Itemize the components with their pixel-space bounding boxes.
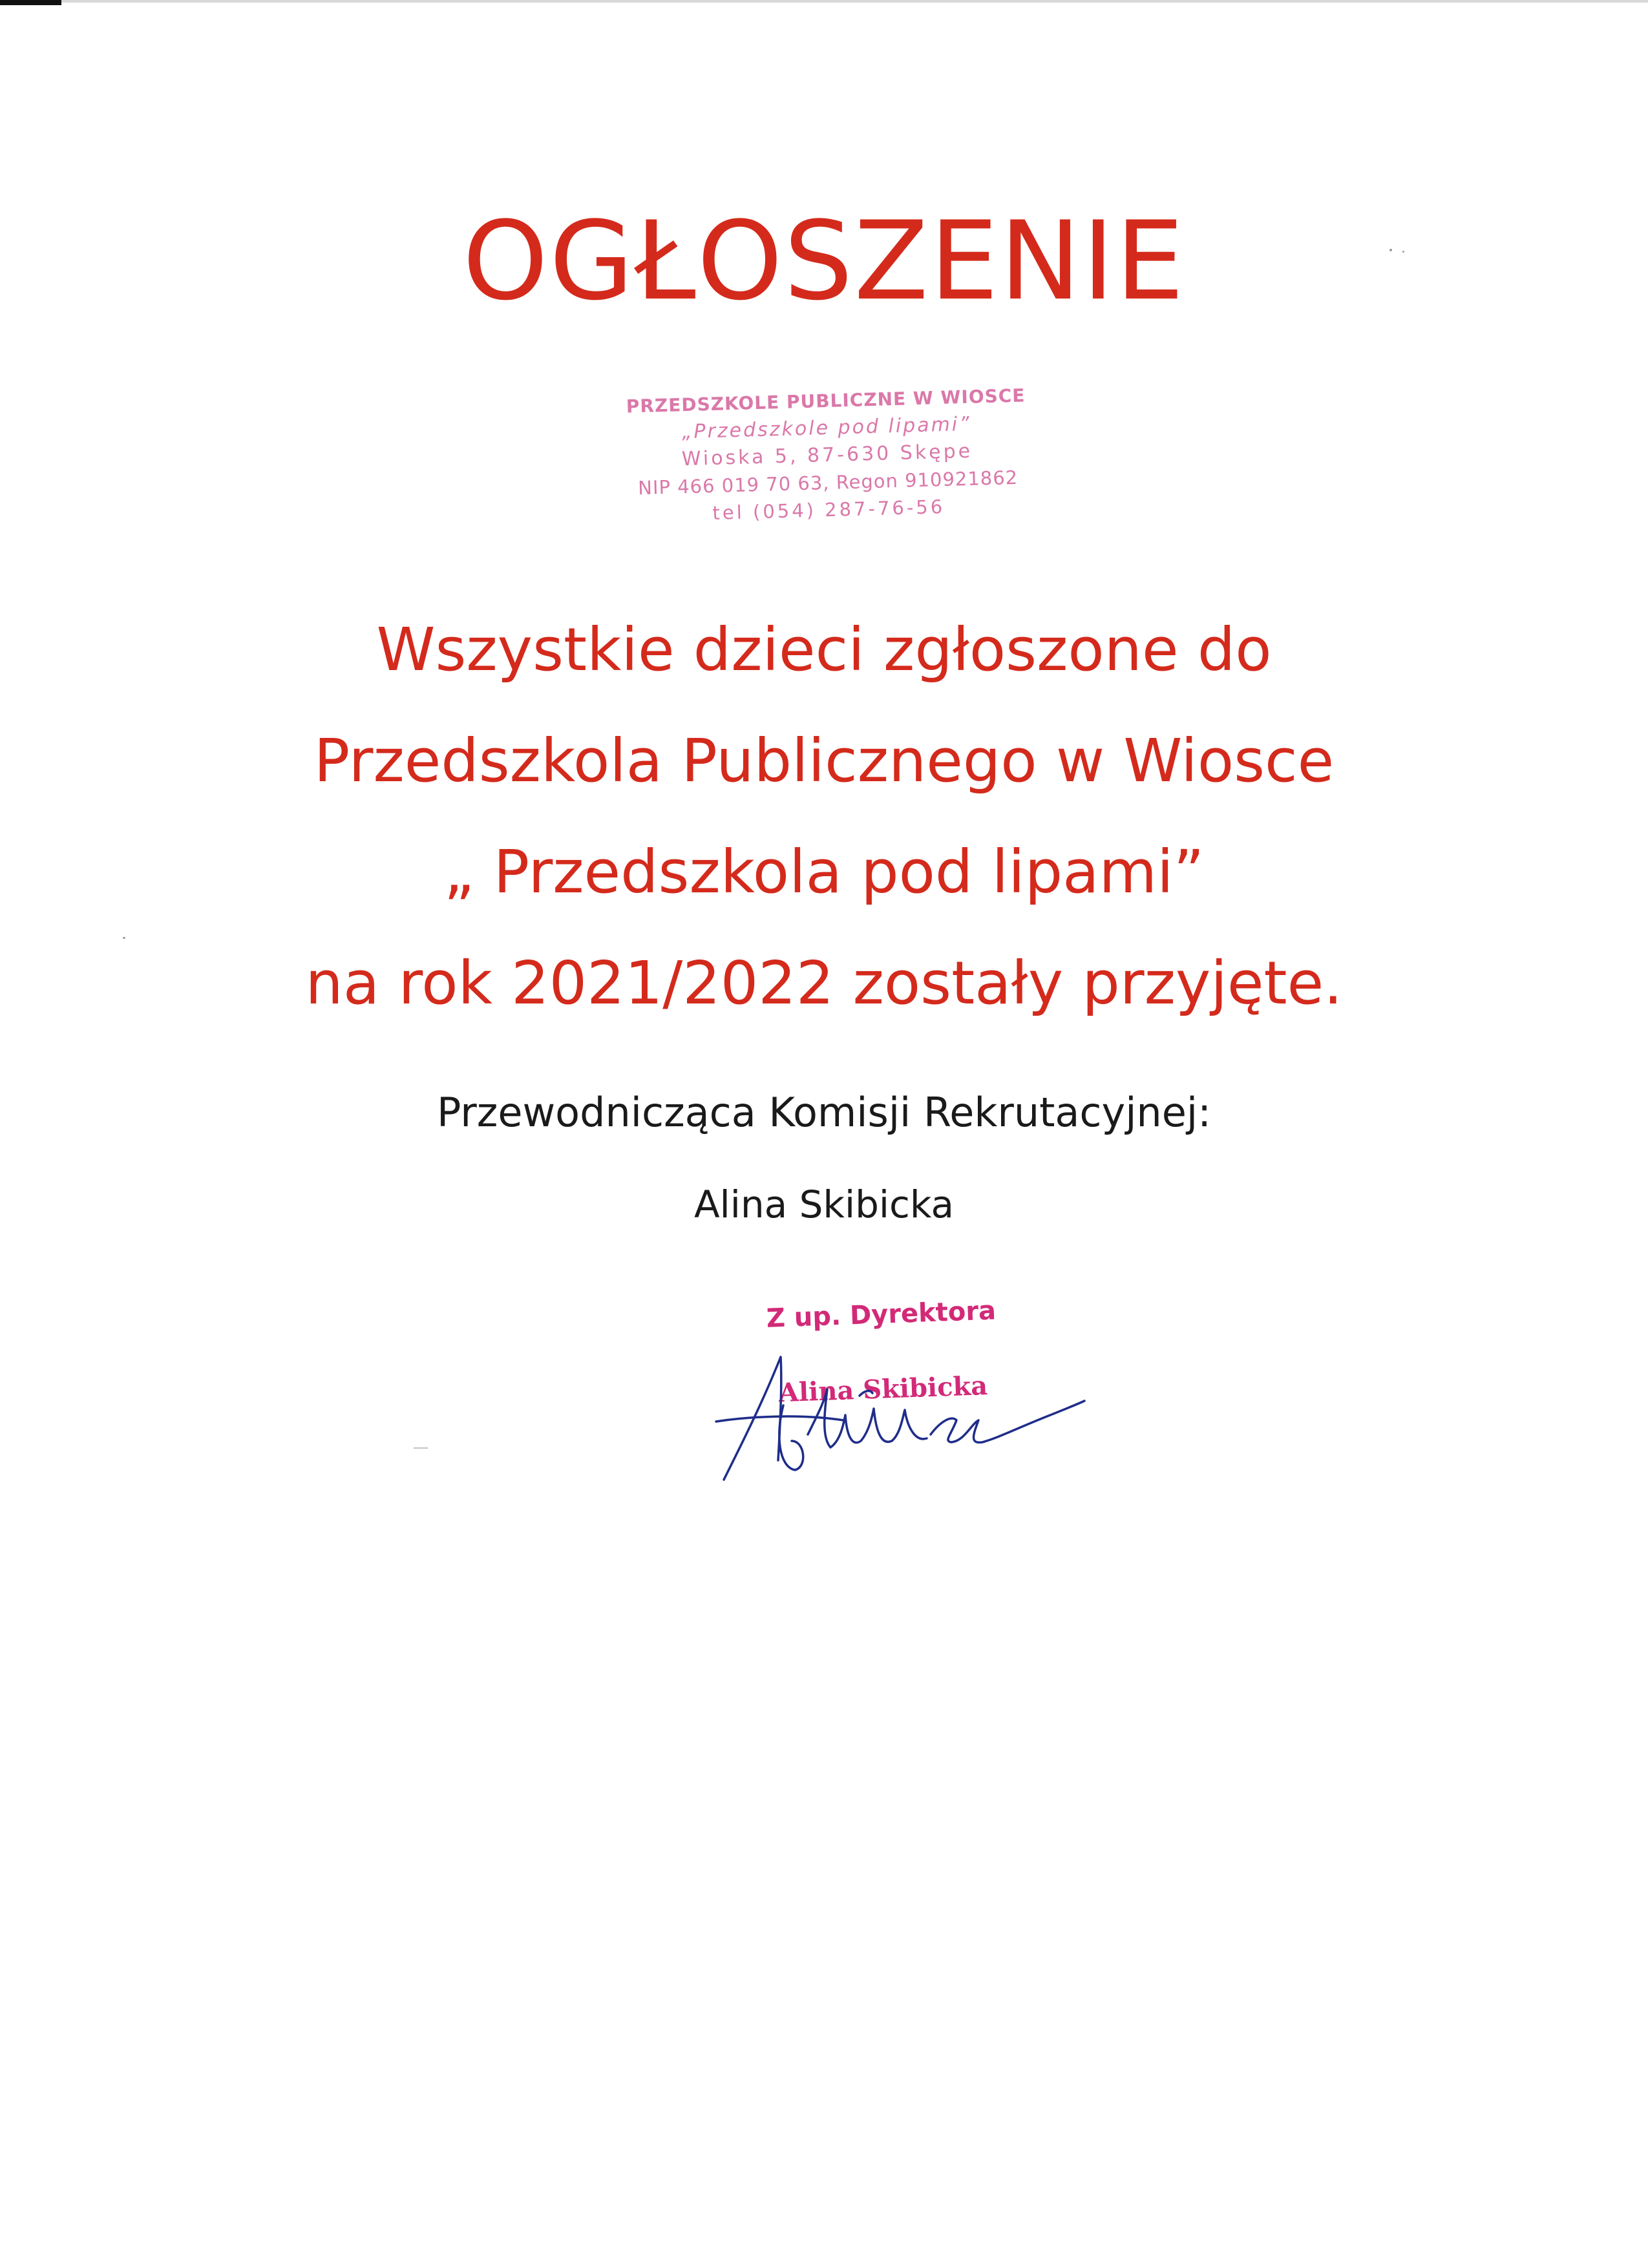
body-line: Przedszkola Publicznego w Wiosce <box>313 726 1335 795</box>
body-line: Wszystkie dzieci zgłoszone do <box>376 615 1272 684</box>
scan-edge-mark <box>0 0 61 5</box>
authorization-stamp-line: Z up. Dyrektora <box>766 1296 997 1334</box>
stamp-institution-name: PRZEDSZKOLE PUBLICZNE W WIOSCE <box>626 384 1026 417</box>
stamp-address: Wioska 5, 87-630 Skępe <box>681 439 973 471</box>
kindergarten-stamp <box>599 381 1055 529</box>
handwritten-signature <box>711 1344 1086 1493</box>
announcement-body <box>0 594 1648 1039</box>
committee-chair-label: Przewodnicząca Komisji Rekrutacyjnej: <box>437 1089 1211 1136</box>
body-line: „ Przedszkola pod lipami” <box>443 837 1205 907</box>
stamp-institution-subtitle: „Przedszkole pod lipami” <box>681 412 972 444</box>
authorization-stamp-name: Alina Skibicka <box>778 1370 988 1409</box>
authorization-stamp <box>743 1293 1079 1409</box>
stamp-tax-ids: NIP 466 019 70 63, Regon 910921862 <box>637 466 1019 499</box>
announcement-title: OGŁOSZENIE <box>462 198 1186 324</box>
committee-chair-name: Alina Skibicka <box>693 1182 955 1226</box>
body-line: na rok 2021/2022 zostały przyjęte. <box>305 949 1343 1018</box>
scan-speck <box>414 1447 428 1449</box>
stamp-phone: tel (054) 287-76-56 <box>712 495 945 524</box>
scan-edge-line <box>0 0 1648 3</box>
